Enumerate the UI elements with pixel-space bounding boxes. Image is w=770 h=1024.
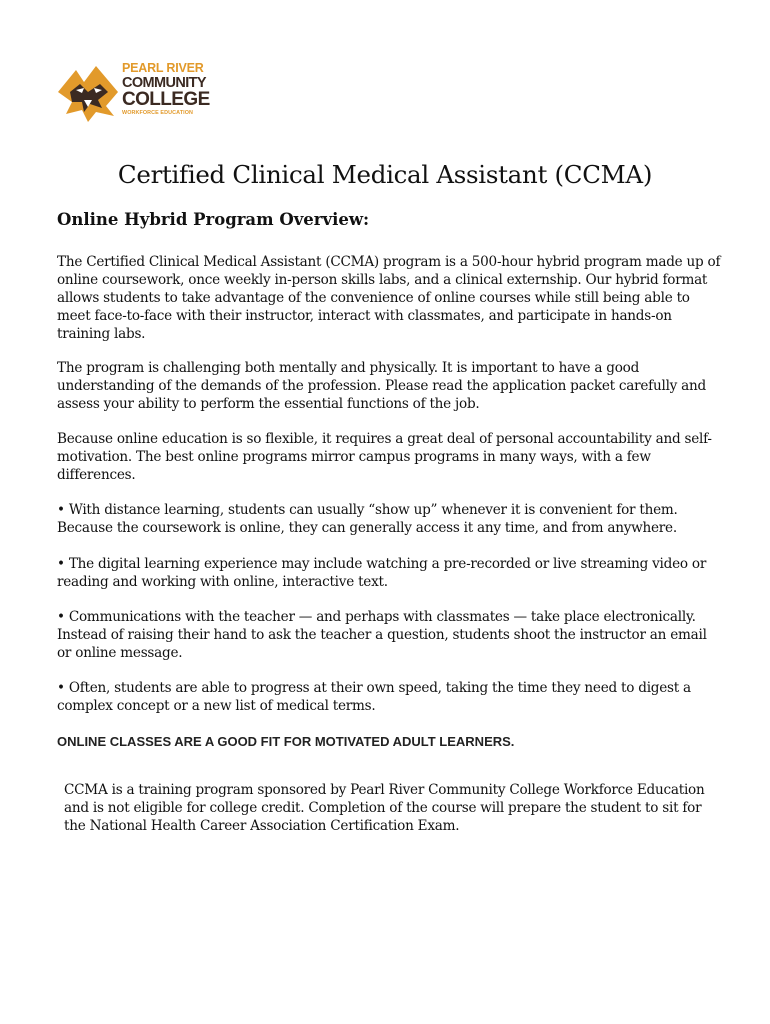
logo-wordmark bbox=[122, 62, 210, 116]
logo-line-3: COLLEGE bbox=[122, 89, 210, 110]
logo-line-1: PEARL RIVER bbox=[122, 61, 204, 75]
wildcat-mascot-icon bbox=[56, 62, 120, 124]
overview-paragraph: The Certified Clinical Medical Assistant (CCMA) program is a 500-hour hybrid program made up of online coursework, once weekly in-person skills labs, and a clinical externship. Our hybrid format allows students to take advantage of the convenience of online courses while still being able to meet face-to-face with their instructor, interact with classmates, and participate in hands-on training labs. bbox=[57, 254, 721, 342]
bullet-digital-experience: • The digital learning experience may include watching a pre-recorded or live streaming video or reading and working with online, interactive text. bbox=[57, 556, 707, 590]
document-title: Certified Clinical Medical Assistant (CCMA) bbox=[117, 160, 653, 189]
logo-line-4: WORKFORCE EDUCATION bbox=[122, 110, 193, 116]
college-logo bbox=[56, 61, 210, 126]
section-heading: Online Hybrid Program Overview: bbox=[57, 210, 370, 229]
bullet-distance-learning: • With distance learning, students can usually “show up” whenever it is convenient for them. Because the coursework is online, they can generally access it any time, and from anywhere. bbox=[57, 502, 678, 536]
demands-paragraph: The program is challenging both mentally and physically. It is important to have a good understanding of the demands of the profession. Please read the application packet carefully and assess your ability to perform the essential functions of the job. bbox=[57, 360, 706, 412]
flexibility-paragraph: Because online education is so flexible, it requires a great deal of personal accountability and self-motivation. The best online programs mirror campus programs in many ways, with a few differences. bbox=[57, 431, 712, 483]
bullet-communications: • Communications with the teacher — and perhaps with classmates — take place electronically. Instead of raising their hand to ask the teacher a question, students shoot the instructor an email or online message. bbox=[57, 609, 707, 661]
sponsor-paragraph: CCMA is a training program sponsored by Pearl River Community College Workforce Education and is not eligible for college credit. Completion of the course will prepare the student to sit for the National Health Career Association Certification Exam. bbox=[64, 782, 705, 834]
notice-heading: ONLINE CLASSES ARE A GOOD FIT FOR MOTIVATED ADULT LEARNERS. bbox=[57, 734, 515, 749]
logo-line-2: COMMUNITY bbox=[122, 74, 207, 91]
bullet-own-speed: • Often, students are able to progress at their own speed, taking the time they need to digest a complex concept or a new list of medical terms. bbox=[57, 680, 691, 714]
